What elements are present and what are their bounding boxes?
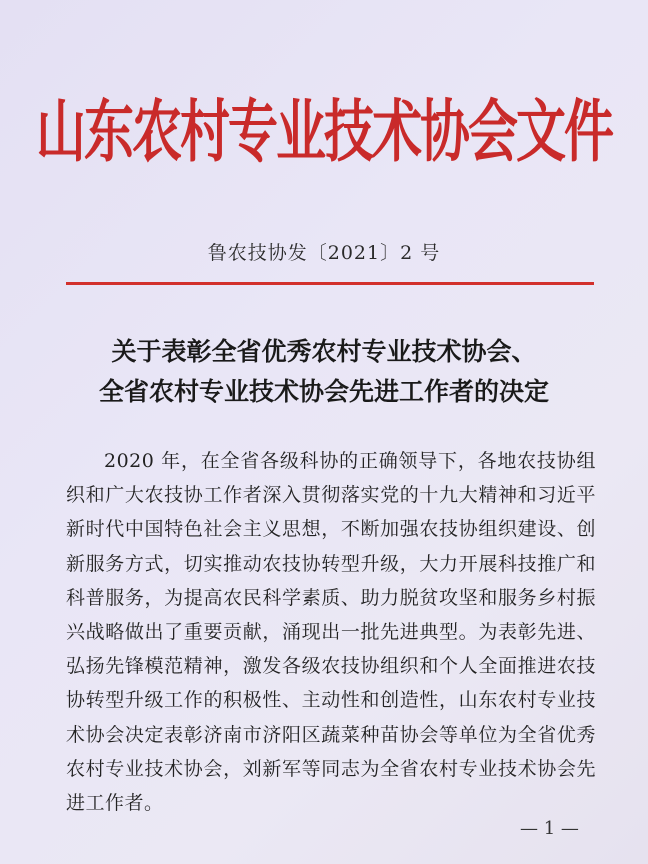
document-title bbox=[0, 332, 648, 412]
page-number: — 1 — bbox=[520, 818, 579, 839]
masthead-title: 山东农村专业技术协会文件 bbox=[36, 92, 612, 172]
title-line-2: 全省农村专业技术协会先进工作者的决定 bbox=[98, 377, 549, 406]
body-paragraph: 2020 年，在全省各级科协的正确领导下，各地农技协组织和广大农技协工作者深入贯彻落实党的十九大精神和习近平新时代中国特色社会主义思想，不断加强农技协组织建设、创新服务方式，切实推动农技协转型升级，大力开展科技推广和科普服务，为提高农民科学素质、助力脱贫攻坚和服务乡村振兴战略做出了重要贡献，涌现出一批先进典型。为表彰先进、弘扬先锋模范精神，激发各级农技协组织和个人全面推进农技协转型升级工作的积极性、主动性和创造性，山东农村专业技术协会决定表彰济南市济阳区蔬菜种苗协会等单位为全省优秀农村专业技术协会，刘新军等同志为全省农村专业技术协会先进工作者。 bbox=[66, 450, 596, 815]
red-divider-line bbox=[66, 282, 594, 285]
title-line-1: 关于表彰全省优秀农村专业技术协会、 bbox=[111, 337, 537, 366]
document-number: 鲁农技协发〔2021〕2 号 bbox=[207, 242, 441, 264]
